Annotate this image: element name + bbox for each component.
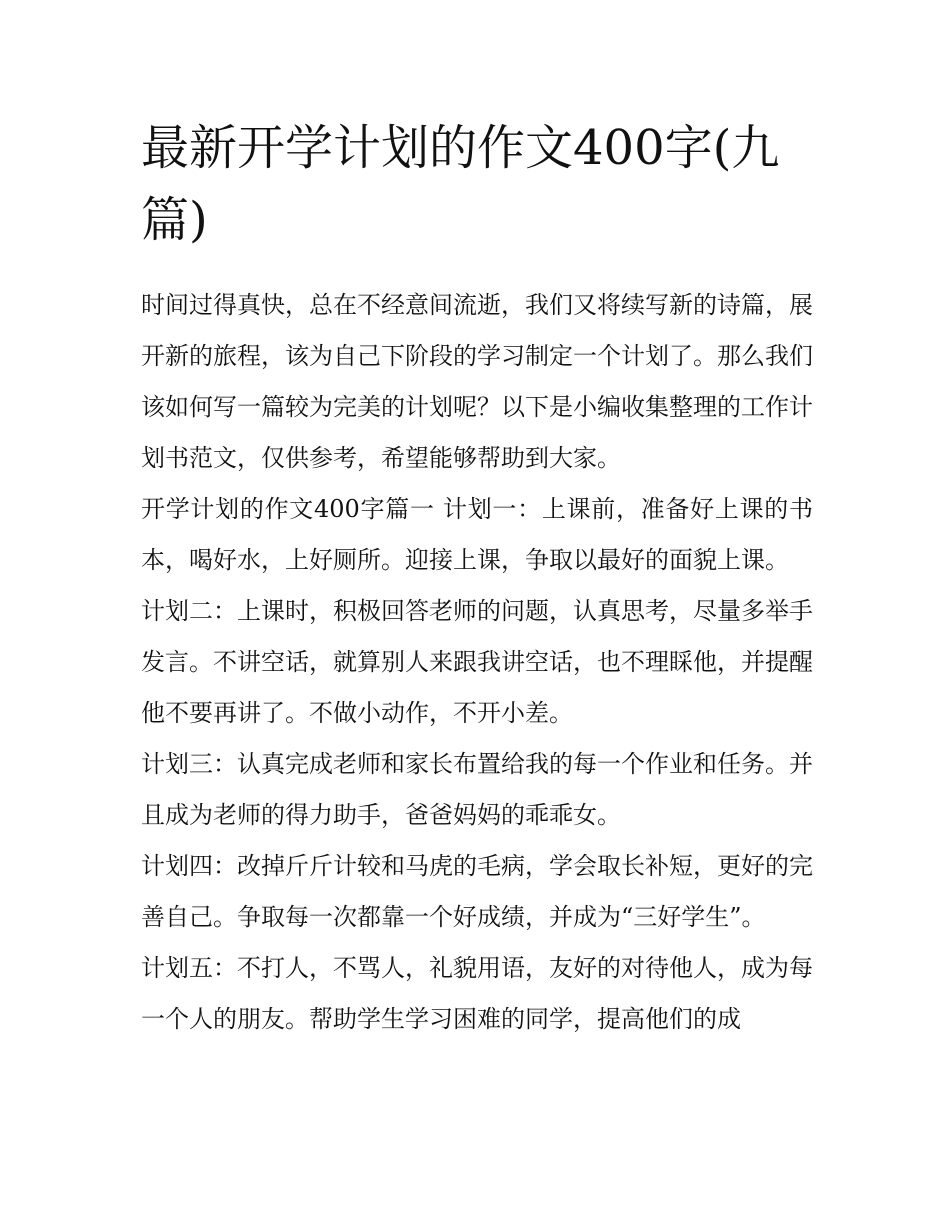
document-title: 最新开学计划的作文400字(九篇) <box>141 120 780 248</box>
document-content <box>141 112 813 1045</box>
paragraph-plan-three: 计划三：认真完成老师和家长布置给我的每一个作业和任务。并且成为老师的得力助手，爸爸妈妈的乖乖女。 <box>141 750 813 829</box>
paragraph-plan-five: 计划五：不打人，不骂人，礼貌用语，友好的对待他人，成为每一个人的朋友。帮助学生学习困难的同学，提高他们的成 <box>141 954 813 1033</box>
paragraph-plan-one: 开学计划的作文400字篇一 计划一：上课前，准备好上课的书本，喝好水，上好厕所。迎接上课，争取以最好的面貌上课。 <box>141 495 813 574</box>
document-body <box>141 280 813 1045</box>
paragraph-intro: 时间过得真快，总在不经意间流逝，我们又将续写新的诗篇，展开新的旅程，该为自己下阶段的学习制定一个计划了。那么我们该如何写一篇较为完美的计划呢？以下是小编收集整理的工作计划书范文，仅供参考，希望能够帮助到大家。 <box>141 291 813 472</box>
paragraph-plan-two: 计划二：上课时，积极回答老师的问题，认真思考，尽量多举手发言。不讲空话，就算别人来跟我讲空话，也不理睬他，并提醒他不要再讲了。不做小动作，不开小差。 <box>141 597 813 727</box>
paragraph-plan-four: 计划四：改掉斤斤计较和马虎的毛病，学会取长补短，更好的完善自己。争取每一次都靠一个好成绩，并成为“三好学生”。 <box>141 852 813 931</box>
